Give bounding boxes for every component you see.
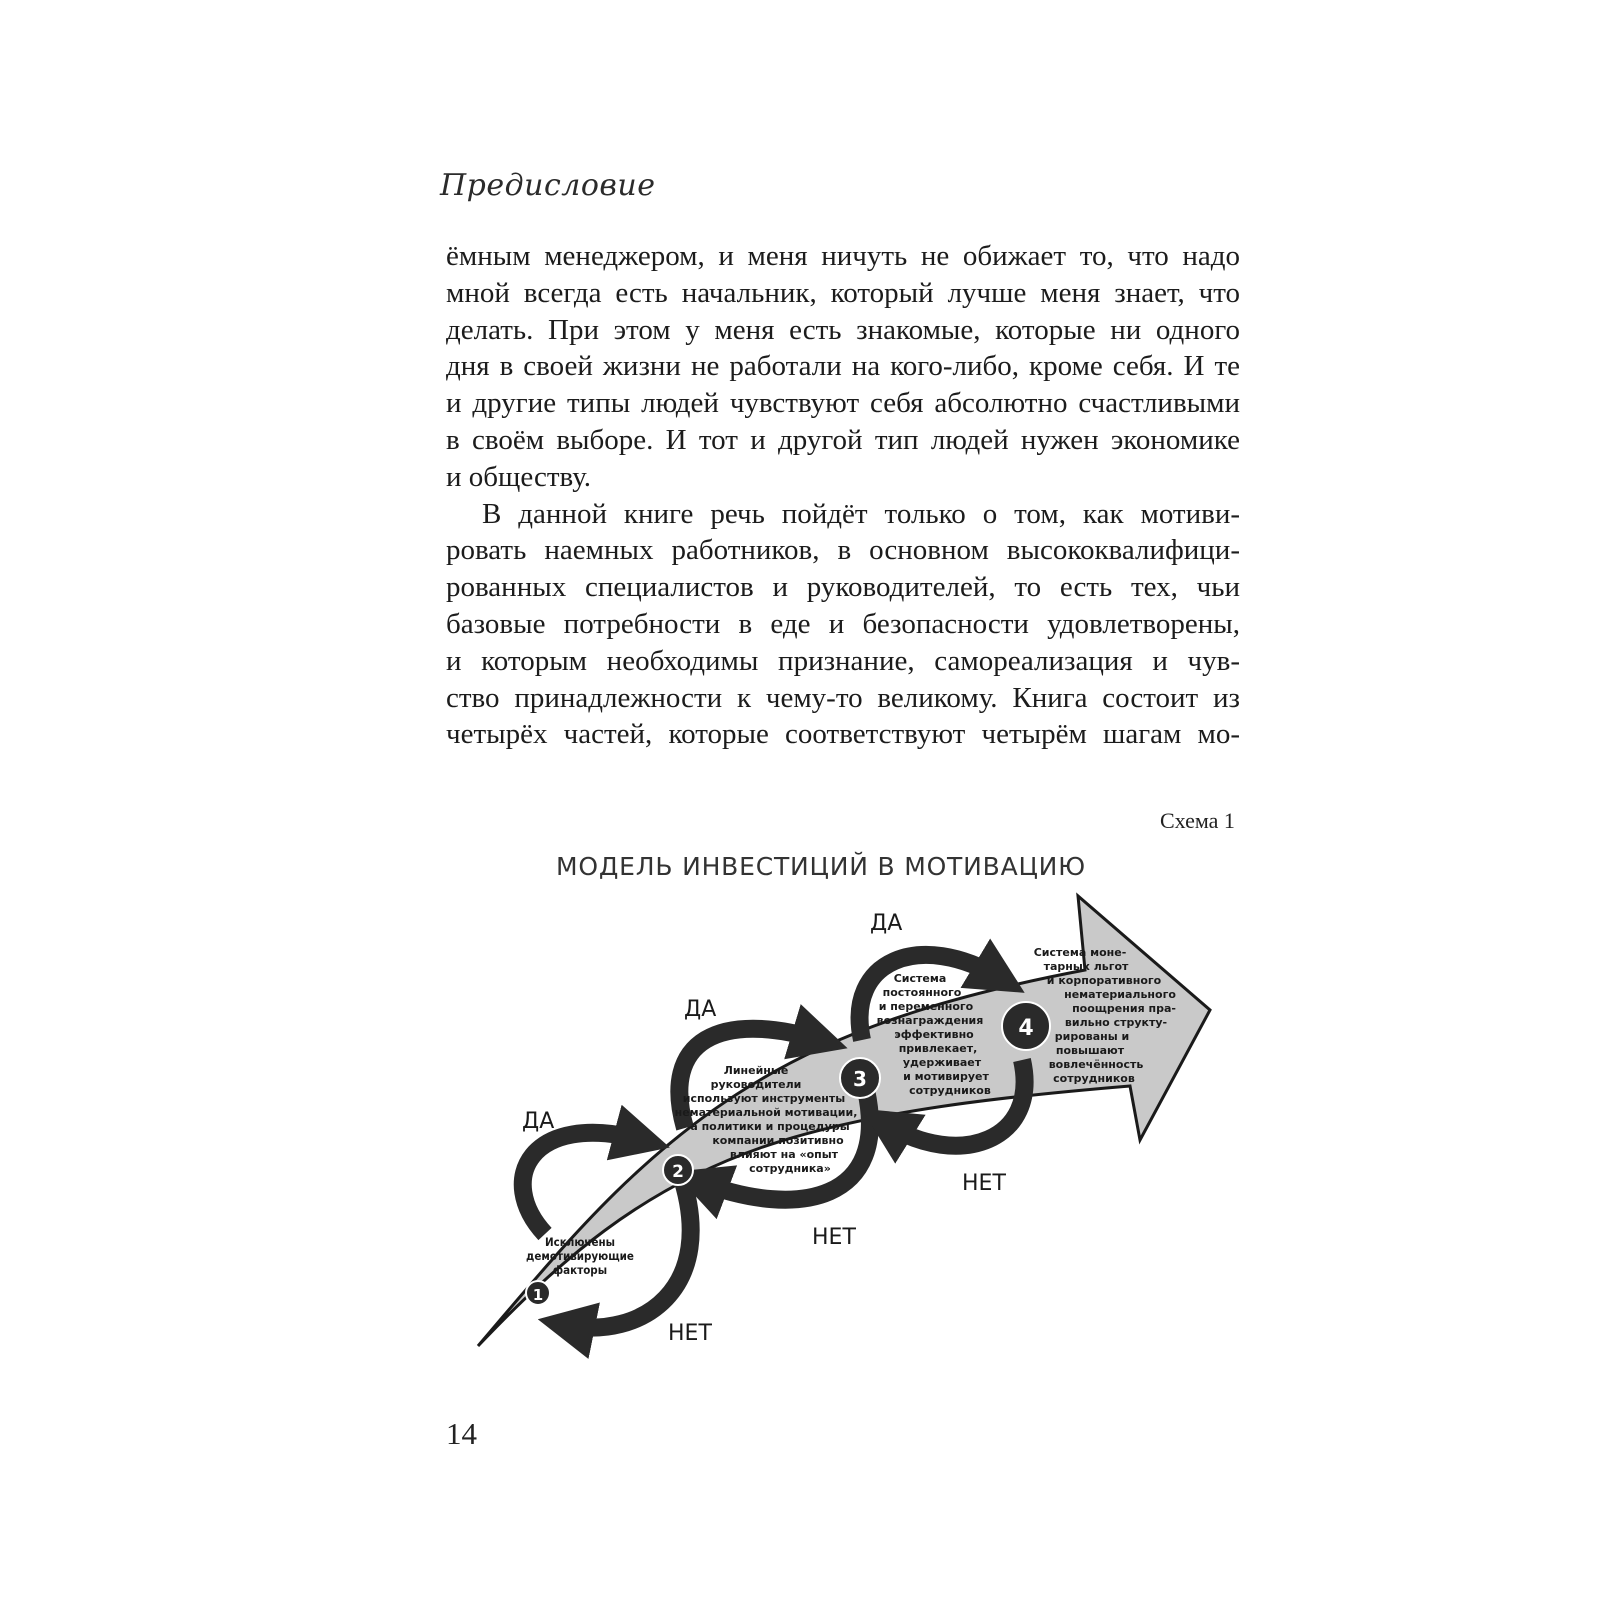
step-2-line: нематериальной мотивации, [674,1106,858,1119]
body-line: базовые потребности в еде и безопасности удовлетворены, [446,607,1240,640]
step-3-line: эффективно [894,1028,974,1041]
step-2-line: используют инструменты [682,1092,846,1105]
step-number-2: 2 [672,1162,684,1182]
diagram-title: МОДЕЛЬ ИНВЕСТИЦИЙ В МОТИВАЦИЮ [556,852,1086,881]
body-line: дня в своей жизни не работали на кого-либо, кроме себя. И те [446,350,1240,383]
step-4-line: рированы и [1054,1030,1130,1043]
step-number-4: 4 [1018,1016,1034,1041]
page-number: 14 [446,1416,477,1451]
step-3-line: и мотивирует [903,1070,989,1083]
body-line: и которым необходимы признание, самореализация и чув- [446,644,1240,677]
step-4-line: вовлечённость [1048,1058,1144,1071]
yes-label: ДА [870,911,903,936]
step-4-line: нематериального [1064,988,1176,1001]
body-line: делать. При этом у меня есть знакомые, которые ни одного [446,313,1240,346]
body-line: и другие типы людей чувствуют себя абсолютно счастливыми [446,387,1240,420]
step-3-line: и переменного [878,1000,974,1013]
step-2-line: влияют на «опыт [729,1148,839,1161]
section-title: Предисловие [440,168,656,203]
step-3-line: Система [893,972,947,985]
step-3-line: удерживает [902,1056,982,1069]
body-line: в своём выборе. И тот и другой тип людей нужен экономике [446,423,1240,456]
step-1-line: демотивирующие [526,1249,634,1263]
step-2-line: Линейные [723,1064,789,1077]
body-line: В данной книге речь пойдёт только о том, как мотиви- [482,497,1240,530]
step-2-line: руководители [710,1078,802,1091]
body-line: ство принадлежности к чему-то великому. Книга состоит из [446,681,1240,714]
yes-label: ДА [522,1109,555,1134]
step-3-line: сотрудников [909,1084,991,1097]
step-3-line: постоянного [882,986,962,999]
body-line: четырёх частей, которые соответствуют четырём шагам мо- [446,718,1240,751]
step-1-line: Исключены [544,1235,616,1249]
step-2-line: а политики и процедуры [690,1120,850,1133]
step-number-3: 3 [853,1067,867,1091]
body-line: ровать наемных работников, в основном высококвалифици- [446,534,1240,567]
step-2-line: сотрудника» [749,1162,831,1175]
step-2-line: компании позитивно [712,1134,844,1147]
step-4-line: тарных льгот [1043,960,1129,973]
body-line: рованных специалистов и руководителей, то есть тех, чьи [446,571,1240,604]
yes-label: ДА [684,997,717,1022]
figure-label: Схема 1 [1160,808,1235,833]
no-label: НЕТ [962,1171,1006,1196]
step-1-line: факторы [552,1263,608,1277]
step-4-line: вильно структу- [1064,1016,1168,1029]
step-4-line: повышают [1055,1044,1125,1057]
step-4-line: поощрения пра- [1072,1002,1176,1015]
body-line: мной всегда есть начальник, который лучше меня знает, что [446,276,1240,309]
step-3-line: вознаграждения [876,1014,984,1027]
step-4-line: сотрудников [1053,1072,1135,1085]
body-line: и обществу. [446,460,592,493]
body-line: ёмным менеджером, и меня ничуть не обижает то, что надо [446,240,1240,272]
no-label: НЕТ [668,1321,712,1346]
step-number-1: 1 [532,1286,544,1304]
step-3-line: привлекает, [898,1042,978,1055]
no-label: НЕТ [812,1225,856,1250]
step-4-line: и корпоративного [1046,974,1162,987]
step-4-line: Система моне- [1033,946,1127,959]
